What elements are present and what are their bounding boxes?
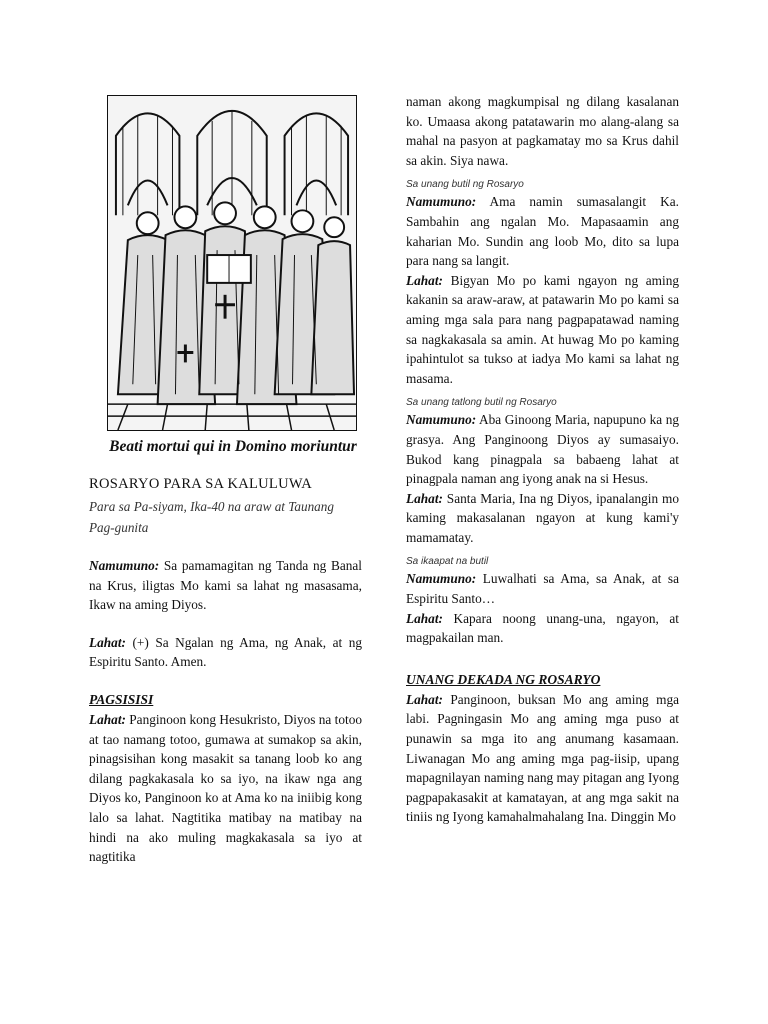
- paragraph-hail-mary-all: [406, 489, 679, 548]
- paragraph-text: Aba Ginoong Maria, napupuno ka ng grasya. Ang Panginoong Diyos ay sumasaiyo. Bukod kang pinagpala sa babaeng lahat at pinagpala naman ang iyong anak na si Hesus.: [406, 412, 679, 487]
- speaker-label: Lahat:: [406, 691, 443, 707]
- paragraph-our-father-all: [406, 271, 679, 389]
- rubric-note: Sa ikaapat na butil: [406, 556, 489, 568]
- section-heading-first-decade: UNANG DEKADA NG ROSARYO: [406, 671, 601, 687]
- rubric-note: Sa unang tatlong butil ng Rosaryo: [406, 397, 557, 409]
- speaker-label: Namumuno:: [406, 412, 477, 428]
- speaker-label: Namumuno:: [89, 558, 160, 573]
- paragraph-text: Panginoon kong Hesukristo, Diyos na totoo at tao namang totoo, gumawa at sumakop sa akin, pinagsisihan kong masakit sa tanang loob ko ang dilang pagkakasala ko sa iyo, na ikaw nga ang Diyos ko, Panginoon ko at Ama ko na iniibig kong lalo sa lahat. Nagtitika matibay na matibay na hindi na ako muling magkakasala sa iyo at nagtitika: [89, 711, 362, 865]
- paragraph-text: Ama namin sumasalangit Ka. Sambahin ang ngalan Mo. Mapasaamin ang kaharian Mo. Sundin ang loob Mo, dito sa lupa para nang sa langit.: [406, 194, 679, 269]
- paragraph-text: (+) Sa Ngalan ng Ama, ng Anak, at ng Espiritu Santo. Amen.: [89, 634, 362, 670]
- paragraph-text: Sa pamamagitan ng Tanda ng Banal na Krus, iligtas Mo kami sa lahat ng masasama, Ikaw na aming Diyos.: [89, 558, 362, 613]
- paragraph-contrition: [89, 710, 362, 867]
- speaker-label: Lahat:: [406, 490, 443, 506]
- paragraph-text: Panginoon, buksan Mo ang aming mga labi. Pagningasin Mo ang aming mga puso at punawin sa mga ito ang anumang kasamaan. Liwanagan Mo ang aming mga pag-iisip, upang mapagnilayan naming nang may pitagan ang Iyong pagpapakasakit at kamatayan, at ang mga sakit na tiniis ng Iyong kamahalmahalang Ina. Dinggin Mo: [406, 691, 679, 825]
- illustration-caption: Beati mortui qui in Domino moriuntur: [109, 438, 357, 455]
- speaker-label: Lahat:: [89, 711, 126, 727]
- speaker-label: Namumuno:: [406, 194, 477, 210]
- section-heading-pagsisisi: PAGSISISI: [89, 691, 154, 707]
- paragraph-first-decade: [406, 690, 679, 827]
- paragraph-text: Santa Maria, Ina ng Diyos, ipanalangin mo kaming makasalanan ngayon at kung kami'y mamamatay.: [406, 490, 679, 545]
- speaker-label: Lahat:: [89, 634, 126, 650]
- paragraph-text: Bigyan Mo po kami ngayon ng aming kakanin sa araw-araw, at patawarin Mo po kami sa aming mga sala para nang pagpapatawad naming sa nagkakasala sa amin. At huwag Mo po kaming ipahintulot sa tukso at iadya Mo kami sa lahat ng masama.: [406, 272, 679, 386]
- speaker-label: Namumuno:: [406, 571, 477, 587]
- paragraph-glory-be-all: [406, 609, 679, 648]
- paragraph-text: Kapara noong unang-una, ngayon, at magpakailan man.: [406, 610, 679, 646]
- rubric-note: Sa unang butil ng Rosaryo: [406, 179, 524, 191]
- woodcut-illustration: [107, 95, 357, 431]
- document-title: ROSARYO PARA SA KALULUWA: [89, 476, 313, 492]
- paragraph-hail-mary-leader: [406, 410, 679, 488]
- right-column: [406, 92, 679, 827]
- speaker-label: Lahat:: [406, 610, 443, 626]
- document-subtitle: Para sa Pa-siyam, Ika-40 na araw at Taunang Pag-gunita: [89, 499, 334, 535]
- paragraph-our-father-leader: [406, 192, 679, 270]
- paragraph-opening: [89, 556, 362, 615]
- left-column: [89, 92, 362, 867]
- speaker-label: Lahat:: [406, 272, 443, 288]
- paragraph-sign-of-cross: [89, 633, 362, 672]
- paragraph-glory-be-leader: [406, 569, 679, 608]
- paragraph-contrition-continued: naman akong magkumpisal ng dilang kasalanan ko. Umaasa akong patatawarin mo alang-alang sa mahal na pasyon at pagkamatay mo sa Krus dahil sa akin. Siya nawa.: [406, 94, 679, 168]
- paragraph-text: Luwalhati sa Ama, sa Anak, at sa Espiritu Santo…: [406, 571, 679, 607]
